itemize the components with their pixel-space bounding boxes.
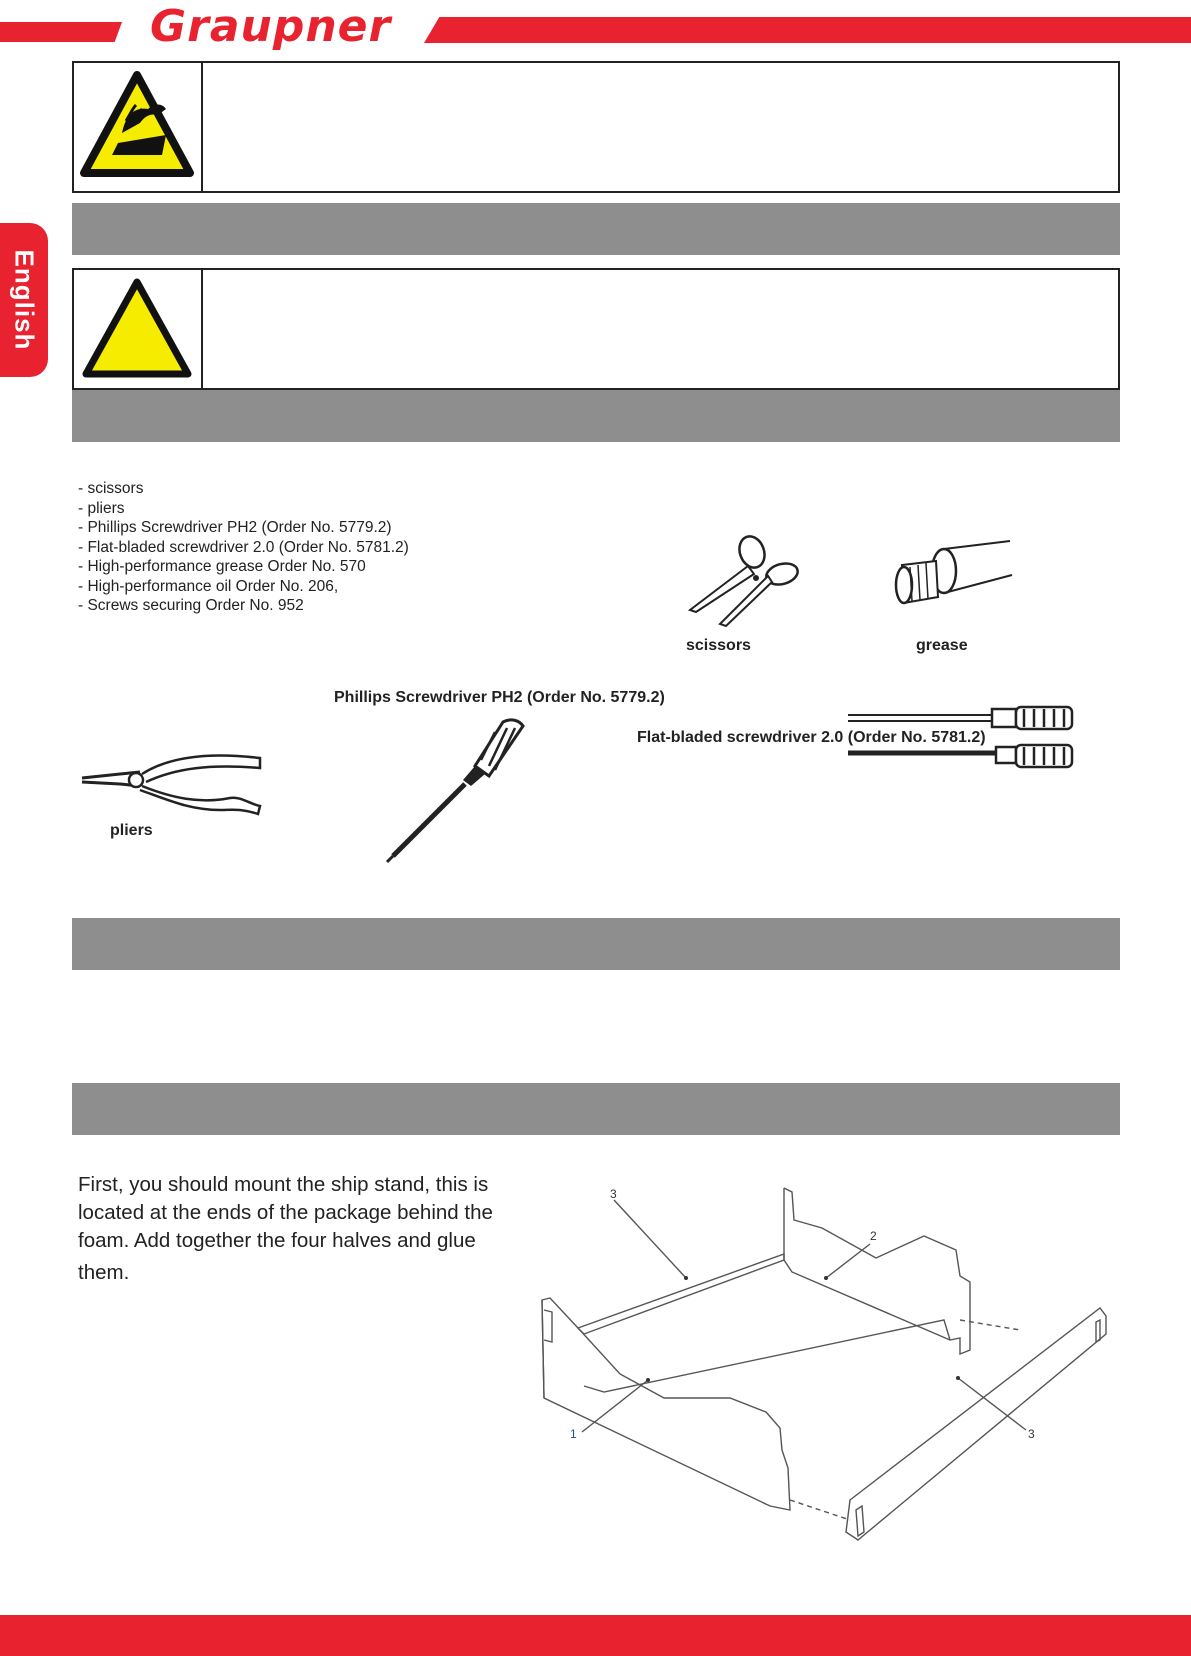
scissors-caption: scissors [686,637,751,654]
tool-list-item: - pliers [78,499,125,517]
tool-list-item: - Flat-bladed screwdriver 2.0 (Order No. 5781.2) [78,538,409,556]
assembly-line: them. [78,1261,130,1284]
warning-icon-cell [74,63,203,191]
phillips-caption: Phillips Screwdriver PH2 (Order No. 5779.2) [334,689,665,706]
brand-logo-text: Graupner [150,1,392,52]
ship-stand-diagram [540,1180,1120,1550]
assembly-line: First, you should mount the ship stand, this is [78,1173,489,1196]
part-label-1: 1 [570,1427,577,1441]
section-band-1 [72,203,1120,255]
caution-triangle-icon [74,270,201,388]
pliers-illustration [80,748,270,818]
flat-screwdriver-caption: Flat-bladed screwdriver 2.0 (Order No. 5781.2) [637,729,986,746]
flat-screwdriver-illustration [848,705,1078,785]
tool-list-item: - High-performance oil Order No. 206, [78,577,339,595]
tool-list-item: - Screws securing Order No. 952 [78,597,304,614]
hot-surface-warning-icon [74,63,201,191]
grease-illustration [890,545,1020,625]
header-bar-left [0,22,122,42]
section-band-4 [72,1083,1120,1135]
assembly-instructions [78,1171,518,1287]
tool-list-item: - High-performance grease Order No. 570 [78,558,366,575]
footer-bar [0,1615,1191,1656]
tool-list [78,479,409,616]
language-tab-label: English [9,249,40,351]
pliers-caption: pliers [110,822,153,839]
section-band-3 [72,918,1120,970]
hot-surface-warning-box [72,61,1120,193]
part-label-3-back: 3 [610,1187,617,1201]
brand-logo [150,2,400,52]
tool-list-item: - scissors [78,480,144,497]
language-tab [0,223,48,377]
part-label-2: 2 [870,1229,877,1243]
caution-icon-cell [74,270,203,388]
assembly-line: foam. Add together the four halves and glue [78,1229,476,1252]
grease-caption: grease [916,637,968,654]
section-band-2 [72,390,1120,442]
caution-warning-box [72,268,1120,390]
tool-list-item: - Phillips Screwdriver PH2 (Order No. 5779.2) [78,519,392,536]
header-bar-right [424,17,1191,43]
part-label-3-front: 3 [1028,1427,1035,1441]
scissors-illustration [680,530,810,640]
phillips-screwdriver-illustration [385,718,545,863]
assembly-line: located at the ends of the package behind the [78,1201,493,1224]
